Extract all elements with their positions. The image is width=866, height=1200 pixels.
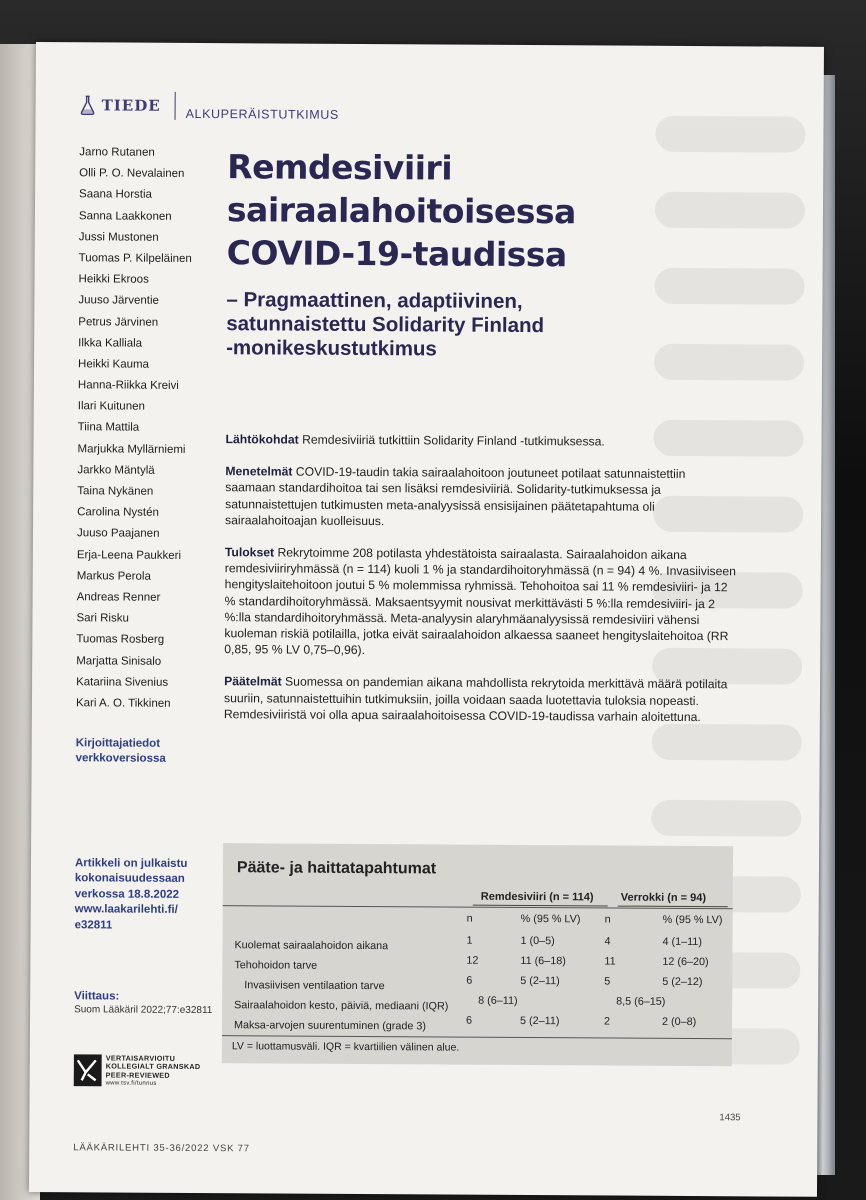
cell-p2: 12 (6–20): [662, 955, 709, 969]
col-n: n: [604, 913, 611, 926]
author: Jarkko Mäntylä: [77, 464, 155, 477]
author: Heikki Ekroos: [78, 273, 149, 286]
peer-review-logo-icon: [74, 1054, 102, 1086]
author-info-line: Kirjoittajatiedot: [75, 737, 161, 750]
author: Tuomas Rosberg: [76, 633, 165, 647]
article-subtitle: [226, 288, 626, 362]
abstract: [224, 431, 738, 741]
cell-n1: 12: [466, 954, 479, 967]
peer-review-badge: [74, 1054, 201, 1088]
cell-p2: 2 (0–8): [661, 1015, 697, 1029]
author: Taina Nykänen: [77, 485, 154, 498]
abstract-heading: Päätelmät: [224, 674, 282, 689]
group-control-header: Verrokki (n = 94): [620, 891, 707, 905]
row-label: Tehohoidon tarve: [234, 959, 318, 972]
author: Andreas Renner: [76, 591, 161, 604]
cell-n2: 8,5 (6–15): [616, 995, 666, 1008]
author: Petrus Järvinen: [78, 315, 159, 329]
row-label: Maksa-arvojen suurentuminen (grade 3): [233, 1019, 427, 1033]
peer-line: KOLLEGIALT GRANSKAD: [105, 1061, 201, 1072]
magazine-page: [29, 42, 824, 1197]
cell-n2: 2: [603, 1015, 611, 1028]
subtitle-line: -monikeskustutkimus: [226, 336, 437, 361]
author-info-note: [76, 736, 216, 767]
row-label: Invasiivisen ventilaation tarve: [244, 979, 385, 993]
abstract-text: Rekrytoimme 208 potilasta yhdestätoista sairaalasta. Sairaalahoidon aikana remdesiviiriryhmässä (n = 114) kuoli 1 % ja standardihoitoryhmässä (n = 94) 4 %. Invasiiviseen hengityslaitehoitoon joutui 5 % molemmissa ryhmissä. Tehohoitoa sai 11 % remdesiviiri- ja 12 % standardihoitoryhmässä. Maksaentsyymit nousivat merkittävästi 5 %:lla remdesiviiri- ja 2 %:lla standardihoitoryhmässä. Meta-analyysin alaryhmäanalyysissä remdesiviiri vähensi kuoleman riskiä potilailla, jotka eivät sairaalahoidon alkaessa saaneet hengityslaitehoitoa (RR 0,85, 95 % LV 0,75–0,96).: [224, 545, 737, 658]
results-table: [222, 843, 733, 1066]
cell-n2: 4: [604, 935, 611, 948]
col-n: n: [466, 912, 473, 925]
cell-n1: 6: [465, 1014, 473, 1027]
table-footnote: LV = luottamusväli. IQR = kvartiilien välinen alue.: [231, 1040, 460, 1054]
author: Juuso Paajanen: [76, 527, 160, 541]
cell-p1: 11 (6–18): [520, 954, 566, 968]
col-pct: % (95 % LV): [520, 912, 581, 926]
section-subtitle: ALKUPERÄISTUTKIMUS: [185, 106, 339, 122]
title-line: COVID-19-taudissa: [226, 233, 567, 275]
page-number: 1435: [719, 1112, 741, 1124]
author-info-line: verkkoversiossa: [75, 752, 166, 765]
author: Erja-Leena Paukkeri: [76, 548, 182, 562]
publication-line: Artikkeli on julkaistu: [74, 857, 188, 870]
cell-p2: 5 (2–12): [662, 975, 703, 989]
author: Katariina Sivenius: [76, 675, 169, 689]
title-line: sairaalahoitoisessa: [226, 190, 577, 232]
author: Juuso Järventie: [78, 294, 160, 308]
author: Olli P. O. Nevalainen: [79, 167, 185, 181]
abstract-heading: Lähtökohdat: [225, 432, 299, 447]
author: Kari A. O. Tikkinen: [75, 697, 171, 710]
peer-line: VERTAISARVIOITU: [105, 1053, 176, 1063]
author: Sanna Laakkonen: [78, 209, 172, 223]
author: Saana Horstia: [79, 188, 152, 202]
author: Jussi Mustonen: [78, 231, 159, 244]
abstract-text: COVID-19-taudin takia sairaalahoitoon joutuneet potilaat satunnaistettiin saamaan standardihoitoa tai sen lisäksi remdesiviiriä. Solidarity-tutkimuksessa ja satunnaistettujen tutkimusten meta-analyysissä ensisijainen päätetapahtuma oli sairaalahoitoajan kuolleisuus.: [225, 464, 686, 528]
author-list: [76, 142, 193, 715]
cell-n1: 8 (6–11): [478, 994, 518, 1007]
header-divider: [175, 92, 176, 120]
abstract-text: Remdesiviiriä tutkittiin Solidarity Finland -tutkimuksessa.: [298, 432, 605, 449]
subtitle-line: – Pragmaattinen, adaptiivinen,: [226, 288, 523, 313]
abstract-heading: Menetelmät: [225, 464, 293, 479]
article-title: [227, 145, 638, 277]
col-pct: % (95 % LV): [662, 913, 723, 927]
peer-review-text: [106, 1054, 201, 1088]
cell-n2: 11: [604, 955, 616, 968]
title-line: Remdesiviiri: [227, 147, 453, 188]
section-header: [80, 90, 339, 122]
author: Tuomas P. Kilpeläinen: [78, 252, 192, 265]
author: Markus Perola: [76, 570, 151, 583]
journal-footer: LÄÄKÄRILEHTI 35-36/2022 VSK 77: [73, 1142, 250, 1155]
publication-line: verkossa 18.8.2022: [74, 888, 180, 901]
abstract-heading: Tulokset: [224, 545, 275, 560]
author: Hanna-Riikka Kreivi: [77, 379, 179, 392]
publication-url-line: e32811: [74, 918, 113, 932]
author: Heikki Kauma: [77, 358, 150, 371]
cell-n1: 1: [466, 934, 473, 947]
author: Ilkka Kalliala: [78, 336, 143, 350]
peer-line: PEER-REVIEWED: [105, 1070, 170, 1080]
cell-n1: 6: [466, 974, 473, 987]
flask-icon: [80, 95, 96, 115]
table-title: Pääte- ja haittatapahtumat: [236, 859, 437, 878]
author: Marjukka Myllärniemi: [77, 442, 186, 456]
table-rule: [222, 1035, 732, 1039]
cell-p1: 1 (0–5): [520, 934, 555, 948]
abstract-text: Suomessa on pandemian aikana mahdollista rekrytoida merkittävä määrä potilaita suuriin, satunnaistettuihin tutkimuksiin, joilla voidaan saada luotettavia tuloksia nopeasti. Remdesiviiristä voi olla apua sairaalahoitoisessa COVID-19-taudissa varhain aloitettuna.: [223, 674, 728, 724]
author: Jarno Rutanen: [79, 146, 155, 159]
author: Sari Risku: [76, 612, 129, 625]
citation-label: Viittaus:: [74, 990, 120, 1003]
publication-line: kokonaisuudessaan: [74, 872, 185, 886]
section-label: TIEDE: [101, 96, 161, 115]
peer-url: www.tsv.fi/tunnus: [105, 1080, 157, 1087]
publication-url-line: www.laakarilehti.fi/: [74, 903, 178, 917]
abstract-results: [224, 544, 737, 661]
subtitle-line: satunnaistettu Solidarity Finland: [226, 312, 545, 338]
abstract-conclusions: [224, 674, 736, 726]
author: Marjatta Sinisalo: [76, 654, 162, 668]
abstract-methods: [225, 463, 737, 531]
citation-text: Suom Lääkäril 2022;77:e32811: [74, 1004, 213, 1017]
cell-p1: 5 (2–11): [519, 1014, 560, 1028]
row-label: Sairaalahoidon kesto, päiviä, mediaani (IQR): [234, 999, 449, 1013]
row-label: Kuolemat sairaalahoidon aikana: [234, 939, 389, 953]
cell-n2: 5: [604, 975, 611, 988]
group-remdesivir-header: Remdesiviiri (n = 114): [480, 890, 594, 904]
abstract-background: [226, 431, 738, 450]
author: Carolina Nystén: [77, 506, 159, 519]
cell-p2: 4 (1–11): [662, 935, 702, 949]
publication-note: [75, 856, 225, 934]
author: Tiina Mattila: [77, 421, 140, 435]
cell-p1: 5 (2–11): [520, 974, 560, 988]
author: Ilari Kuitunen: [77, 400, 145, 413]
